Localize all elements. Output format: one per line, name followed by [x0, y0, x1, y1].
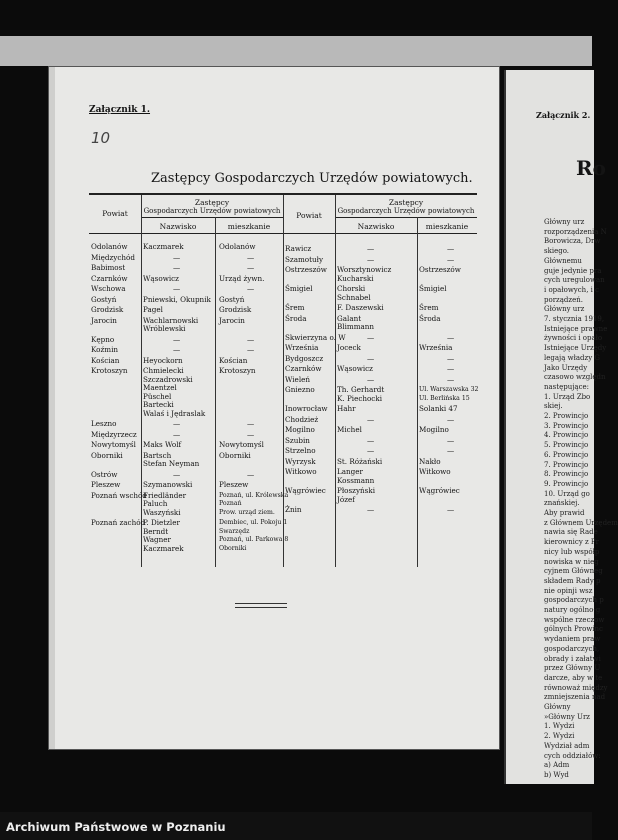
adjacent-text-line: nowiska w nieg: [544, 557, 599, 566]
table-cell-nazwisko: Wąsowicz: [337, 364, 373, 373]
table-cell-nazwisko: —: [367, 446, 375, 455]
adjacent-text-line: 3. Prowincjo: [544, 421, 589, 430]
adjacent-text-line: »Główny Urz: [544, 712, 590, 721]
table-cell-powiat: Witkowo: [285, 467, 317, 476]
adjacent-text-line: cych uregulowan: [544, 276, 605, 285]
adjacent-text-line: z Głównem Urzędem: [544, 518, 618, 527]
table-cell-mieszkanie: —: [447, 364, 455, 373]
table-cell-mieszkanie: —: [247, 469, 255, 479]
table-cell-powiat: Inowrocław: [285, 404, 328, 413]
table-cell-powiat: Szamotuły: [285, 254, 324, 264]
table-cell-nazwisko: Chorski Schnabel: [337, 284, 371, 302]
table-cell-powiat: Środa: [285, 313, 307, 323]
adjacent-text-line: przez Główny U: [544, 664, 601, 673]
table-cell-mieszkanie: Witkowo: [419, 467, 451, 476]
table-cell-powiat: Oborniki: [91, 450, 123, 460]
table-cell-powiat: Wieleń: [285, 374, 310, 384]
table-cell-nazwisko: —: [367, 244, 375, 253]
table-cell-mieszkanie: —: [247, 419, 255, 428]
adjacent-text-line: nicy lub współp: [544, 547, 600, 556]
left-header-nazwisko: Nazwisko: [159, 222, 197, 231]
right-header-mieszkanie: mieszkanie: [425, 222, 469, 231]
table-cell-mieszkanie: Nakło: [419, 456, 441, 466]
table-cell-nazwisko: F. Daszewski: [337, 303, 384, 312]
table-cell-mieszkanie: Ul. Warszawska 32 Ul. Berlińska 15: [419, 386, 479, 402]
adjacent-text-line: Istniejące Urzędy: [544, 344, 607, 353]
adjacent-text-line: rozporządzenia N: [544, 227, 607, 236]
table-cell-mieszkanie: Śmigiel: [419, 284, 447, 293]
table-cell-nazwisko: —: [173, 429, 181, 439]
table-cell-nazwisko: —: [367, 435, 375, 445]
table-cell-powiat: Leszno: [91, 419, 117, 428]
adjacent-text-line: nie opinji wsz: [544, 586, 593, 595]
table-cell-mieszkanie: —: [247, 345, 255, 354]
adjacent-page: [504, 70, 618, 784]
table-cell-mieszkanie: Solanki 47: [419, 404, 458, 413]
adjacent-text-line: 6. Prowincjo: [544, 450, 589, 459]
adjacent-text-line: a) Adm: [544, 761, 570, 770]
adjacent-text-line: 7. Prowincjo: [544, 460, 589, 469]
table-cell-powiat: Babimost: [91, 263, 126, 272]
adjacent-text-line: Borowicza, Drw: [544, 237, 601, 246]
adjacent-text-line: skiej.: [544, 402, 563, 411]
table-cell-powiat: Grodzisk: [91, 305, 124, 314]
table-cell-nazwisko: Szymanowski: [143, 480, 193, 489]
table-cell-mieszkanie: Ostrzeszów: [419, 265, 461, 274]
adjacent-text-line: b) Wyd: [544, 770, 569, 779]
table-cell-nazwisko: —: [173, 284, 181, 293]
table-cell-powiat: Gniezno: [285, 385, 315, 394]
table-cell-mieszkanie: —: [447, 244, 455, 253]
table-cell-powiat: Ostrów: [91, 469, 118, 479]
adjacent-text-line: Głównemu: [544, 256, 582, 265]
table-cell-mieszkanie: —: [247, 429, 255, 439]
table-cell-nazwisko: Chmielecki Szczadrowski Maentzel Püschel Bartecki Walaś i Jędraslak: [143, 366, 206, 418]
table-cell-powiat: Mogilno: [285, 425, 315, 434]
left-header-zastepcy: Zastępcy: [194, 198, 230, 207]
table-cell-powiat: Czarnków: [285, 364, 322, 373]
table-cell-powiat: Skwierzyna o. W: [285, 332, 346, 342]
adjacent-text-line: 5. Prowincjo: [544, 441, 589, 450]
table-cell-mieszkanie: —: [447, 505, 455, 514]
table-cell-mieszkanie: Krotoszyn: [219, 366, 256, 375]
table-cell-nazwisko: Maks Wolf: [143, 440, 182, 449]
adjacent-text-line: 2. Prowincjo: [544, 412, 589, 420]
table-cell-nazwisko: Wachlarnowski Wróblewski: [143, 315, 199, 333]
adjacent-text-line: natury ogólno-g: [544, 606, 601, 614]
adjacent-text-line: gospodarczych p: [544, 596, 604, 605]
table-cell-nazwisko: —: [173, 263, 181, 272]
adjacent-text-line: 10. Urząd go: [544, 489, 590, 498]
archive-footer: [0, 812, 592, 840]
table-cell-powiat: Ostrzeszów: [285, 265, 327, 274]
adjacent-text-line: nawia się Rade: [544, 528, 598, 537]
table-cell-mieszkanie: Środa: [419, 313, 441, 323]
table-cell-nazwisko: Pniewski, Okupnik: [143, 294, 211, 304]
table-cell-nazwisko: Michel: [337, 425, 362, 434]
table-cell-powiat: Poznań zachód: [91, 518, 146, 527]
table-cell-mieszkanie: Września: [419, 343, 453, 352]
adjacent-text-line: darcze, aby w te: [544, 673, 603, 682]
table-cell-nazwisko: Hahr: [337, 404, 356, 413]
adjacent-text-line: gólnych Prowinc: [544, 625, 603, 634]
table-cell-nazwisko: Bartsch Stefan Neyman: [143, 450, 200, 468]
table-cell-mieszkanie: Oborniki: [219, 450, 251, 460]
top-border-strip: [0, 36, 592, 66]
right-col-divider-2: [417, 217, 418, 567]
adjacent-text-line: 1. Wydzi: [544, 722, 575, 731]
table-cell-powiat: Chodzież: [285, 414, 319, 424]
adjacent-text-line: kierownicy z Pr: [544, 538, 599, 547]
table-cell-nazwisko: —: [367, 332, 375, 342]
table-cell-mieszkanie: —: [447, 353, 455, 363]
table-cell-powiat: Pleszew: [91, 480, 121, 489]
table-cell-powiat: Wągrówiec: [285, 486, 326, 495]
table-cell-mieszkanie: Dembiec, ul. Pokoju 1 Swarzędz Poznań, ul. Parkowa 8 Oborniki: [219, 519, 289, 552]
table-cell-powiat: Bydgoszcz: [285, 353, 324, 363]
adjacent-text-line: skiego.: [544, 247, 570, 256]
table-cell-mieszkanie: Wągrówiec: [419, 486, 460, 495]
closing-rule-1: [235, 603, 287, 604]
table-cell-powiat: Wyrzysk: [285, 456, 316, 466]
table-cell-powiat: Gostyń: [91, 294, 117, 304]
right-header-urzedow: Gospodarczych Urzędów powiatowych: [337, 207, 475, 215]
table-cell-powiat: Odolanów: [91, 242, 128, 251]
table-cell-nazwisko: Friedländer Paluch Waszyński: [143, 490, 187, 517]
right-header-zastepcy: Zastępcy: [388, 198, 424, 207]
adjacent-text-line: czasowo względn: [544, 373, 606, 382]
table-cell-powiat: Międzyrzecz: [91, 429, 137, 439]
adjacent-text-line: równoważ między: [544, 683, 608, 692]
table-cell-mieszkanie: Odolanów: [219, 242, 256, 251]
table-cell-mieszkanie: Nowytomyśl: [219, 440, 264, 449]
table-cell-mieszkanie: Gostyń: [219, 294, 245, 304]
table-cell-nazwisko: P. Dietzler Berndt Wagner Kaczmarek: [143, 518, 184, 553]
adjacent-text-line: Główny urz: [544, 218, 585, 226]
closing-rule-2: [235, 607, 287, 608]
left-col-divider-1: [141, 195, 142, 567]
adjacent-text-line: 8. Prowincjo: [544, 470, 589, 479]
adjacent-text-line: guje jedynie pra: [544, 266, 602, 275]
table-cell-powiat: Kępno: [91, 334, 115, 344]
table-cell-nazwisko: —: [173, 469, 181, 479]
table-cell-mieszkanie: Pleszew: [219, 480, 249, 489]
table-cell-powiat: Rawicz: [285, 244, 312, 253]
table-cell-nazwisko: —: [173, 419, 181, 428]
table-cell-powiat: Śmigiel: [285, 284, 313, 293]
adjacent-text-line: znańskiej.: [544, 499, 580, 508]
table-cell-mieszkanie: —: [247, 263, 255, 272]
adjacent-text-line: porządzeń.: [544, 295, 583, 304]
right-header-nazwisko: Nazwisko: [357, 222, 395, 231]
table-cell-mieszkanie: Urząd żywn.: [219, 273, 265, 283]
adjacent-text-line: 4. Prowincjo: [544, 431, 589, 440]
archive-name: Archiwum Państwowe w Poznaniu: [6, 820, 226, 834]
table-cell-powiat: Strzelno: [285, 446, 316, 455]
table-cell-powiat: Czarnków: [91, 273, 128, 283]
table-cell-nazwisko: Joceck: [337, 343, 361, 352]
document-title: Zastępcy Gospodarczych Urzędów powiatowych.: [151, 171, 473, 186]
table-cell-mieszkanie: Mogilno: [419, 425, 449, 434]
handwritten-number: 10: [91, 129, 111, 147]
adjacent-text-line: cyjnem Główneg: [544, 567, 603, 576]
table-cell-nazwisko: Worsztynowicz Kucharski: [337, 265, 392, 283]
table-cell-powiat: Koźmin: [91, 345, 119, 354]
table-cell-nazwisko: —: [173, 334, 181, 344]
left-col-divider-2: [215, 217, 216, 567]
table-cell-powiat: Wschowa: [91, 284, 126, 293]
table-cell-nazwisko: —: [367, 254, 375, 264]
adjacent-text-line: zmniejszenia nad: [544, 693, 606, 702]
adjacent-text-line: Aby prawid: [544, 509, 585, 517]
annex-label: Załącznik 1.: [89, 105, 151, 115]
table-cell-nazwisko: —: [173, 345, 181, 354]
table-cell-nazwisko: Galant Blimmann: [337, 313, 375, 331]
adjacent-text-line: następujące:: [544, 382, 589, 391]
table-cell-mieszkanie: —: [247, 252, 255, 262]
table-cell-mieszkanie: —: [447, 332, 455, 342]
table-cell-powiat: Krotoszyn: [91, 366, 128, 375]
right-col-divider-1: [335, 195, 336, 567]
table-cell-nazwisko: —: [367, 414, 375, 424]
table-cell-nazwisko: —: [367, 505, 375, 514]
table-cell-nazwisko: Th. Gerhardt K. Piechocki: [337, 385, 385, 403]
table-cell-mieszkanie: —: [447, 435, 455, 445]
table-cell-mieszkanie: Grodzisk: [219, 305, 252, 314]
left-header-urzedow: Gospodarczych Urzędów powiatowych: [143, 207, 281, 215]
table-cell-mieszkanie: Poznań, ul. Królewska Poznań Prow. urząd ziem.: [219, 491, 289, 516]
table-cell-mieszkanie: —: [247, 284, 255, 293]
adjacent-title: Ro: [576, 156, 606, 180]
table-cell-nazwisko: Heyockorn: [143, 355, 183, 365]
right-header-powiat: Powiat: [296, 211, 322, 220]
adjacent-text-line: składem Rady p: [544, 576, 601, 585]
adjacent-annex-label: Załącznik 2.: [536, 110, 591, 120]
adjacent-text-line: 7. stycznia 1919,: [544, 315, 605, 323]
adjacent-text-line: Główny: [544, 703, 571, 711]
table-cell-mieszkanie: —: [247, 334, 255, 344]
table-cell-mieszkanie: Śrem: [419, 303, 439, 312]
adjacent-text-line: Istniejące prawne: [544, 324, 608, 333]
table-cell-mieszkanie: Jarocin: [219, 315, 245, 325]
adjacent-text-line: i opałowych, i c: [544, 285, 600, 294]
table-cell-powiat: Poznań wschód: [91, 490, 147, 500]
adjacent-text-line: żywności i opało: [544, 334, 603, 343]
left-header-powiat: Powiat: [102, 209, 128, 218]
table-cell-nazwisko: —: [367, 374, 375, 384]
adjacent-text-line: cych oddziałów:: [544, 751, 601, 760]
adjacent-text-line: 1. Urząd Zbo: [544, 392, 591, 401]
table-cell-nazwisko: Pagel: [143, 305, 163, 314]
adjacent-text-line: 9. Prowincjo: [544, 479, 589, 488]
table-cell-mieszkanie: —: [447, 414, 455, 424]
adjacent-text-line: legają władzy G: [544, 353, 600, 362]
adjacent-text-line: Wydział adm: [544, 741, 590, 750]
left-subheader-rule: [141, 217, 283, 218]
table-cell-powiat: Żnin: [285, 505, 302, 514]
table-cell-nazwisko: Kaczmarek: [143, 242, 184, 251]
table-cell-mieszkanie: —: [447, 374, 455, 384]
table-cell-nazwisko: —: [367, 353, 375, 363]
table-cell-powiat: Kościan: [91, 355, 120, 365]
table-cell-nazwisko: Wąsowicz: [143, 273, 179, 283]
right-subheader-rule: [335, 217, 477, 218]
adjacent-text-line: obradу i załatwi: [544, 654, 601, 663]
table-cell-nazwisko: —: [173, 252, 181, 262]
table-cell-powiat: Września: [285, 343, 319, 352]
adjacent-text-line: wydaniem praw: [544, 635, 601, 644]
adjacent-text-line: gospodarczych,: [544, 644, 600, 653]
table-cell-powiat: Nowytomyśl: [91, 440, 136, 449]
document-page: [48, 66, 500, 750]
table-cell-nazwisko: Płoszyński Józef: [337, 486, 376, 504]
table-cell-powiat: Szubin: [285, 435, 310, 445]
table-cell-powiat: Jarocin: [91, 315, 117, 325]
table-cell-nazwisko: St. Różański: [337, 456, 383, 466]
page-fold-shadow: [49, 67, 55, 749]
table-cell-mieszkanie: —: [447, 254, 455, 264]
adjacent-text-line: Główny urz: [544, 305, 585, 314]
left-header-mieszkanie: mieszkanie: [227, 222, 271, 231]
adjacent-text-line: wspólne rzeczow: [544, 615, 605, 624]
adjacent-text-line: Jako Urzędy: [544, 363, 588, 372]
adjacent-text-line: 2. Wydzi: [544, 732, 575, 741]
table-cell-powiat: Międzychód: [91, 252, 135, 262]
table-cell-powiat: Śrem: [285, 303, 305, 312]
table-cell-mieszkanie: —: [447, 446, 455, 455]
table-cell-nazwisko: Langer Kossmann: [337, 467, 375, 485]
table-cell-mieszkanie: Kościan: [219, 355, 248, 365]
